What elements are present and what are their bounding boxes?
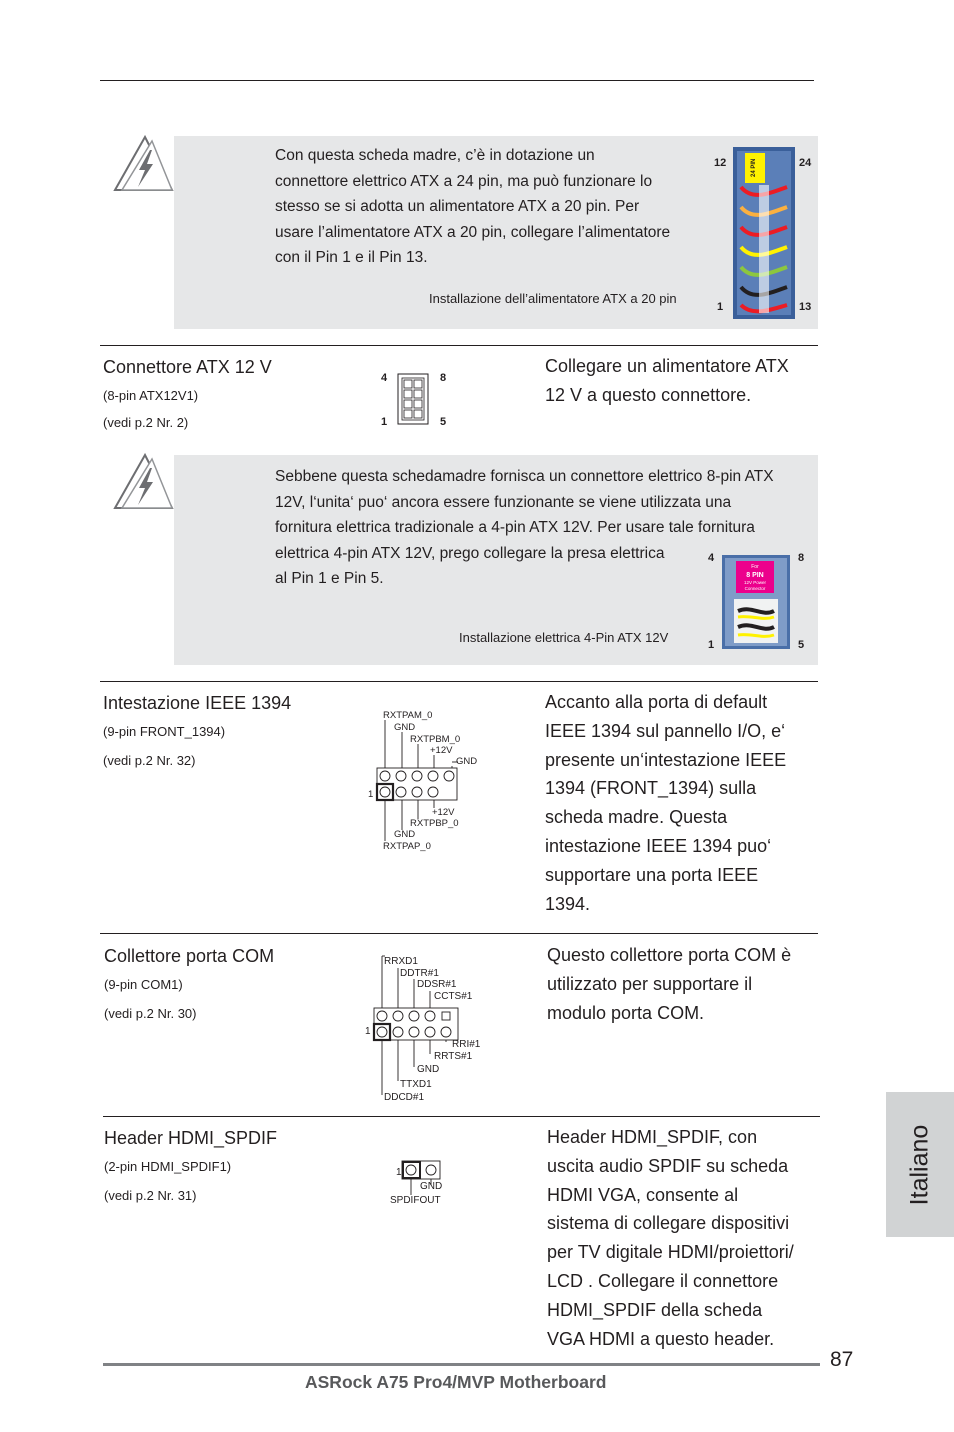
pin-label: 1 bbox=[717, 301, 724, 313]
desc-line: utilizzato per supportare il bbox=[547, 973, 753, 994]
pin-signal-label: DDCD#1 bbox=[384, 1092, 425, 1103]
pin-signal-label: GND bbox=[394, 829, 416, 840]
ieee1394-pin-diagram bbox=[366, 706, 496, 856]
page-number: 87 bbox=[830, 1348, 854, 1371]
desc-line: modulo porta COM. bbox=[547, 1002, 705, 1023]
pin-label: 24 bbox=[799, 157, 812, 169]
section-sub: (9-pin COM1) bbox=[104, 977, 183, 992]
com-pin-diagram bbox=[362, 950, 492, 1105]
atx8-connector-photo bbox=[722, 555, 790, 649]
section-sub: (vedi p.2 Nr. 30) bbox=[104, 1006, 197, 1021]
pin-one-label: 1 bbox=[368, 789, 374, 800]
desc-line: HDMI VGA, consente al bbox=[547, 1184, 739, 1205]
desc-line: presente un‘intestazione IEEE bbox=[545, 749, 787, 770]
language-label: Italiano bbox=[905, 1124, 934, 1205]
desc-line: Header HDMI_SPDIF, con bbox=[547, 1127, 758, 1147]
note-line: 12V, l‘unita‘ puo‘ ancora essere funzionante se viene utilizzata una bbox=[275, 493, 732, 511]
caption-atx8: Installazione elettrica 4-Pin ATX 12V bbox=[459, 630, 669, 645]
photo-label: 24 PIN bbox=[751, 158, 757, 177]
pin-label: 4 bbox=[708, 552, 715, 564]
pin-signal-label: GND bbox=[420, 1181, 443, 1192]
desc-line: LCD . Collegare il connettore bbox=[547, 1270, 779, 1291]
pin-label: 5 bbox=[798, 639, 805, 651]
section-title-com: Collettore porta COM bbox=[104, 946, 275, 966]
pin-signal-label: RXTPAM_0 bbox=[383, 710, 433, 721]
section-desc-hdmi-spdif bbox=[547, 1123, 794, 1353]
pin-signal-label: SPDIFOUT bbox=[390, 1195, 441, 1206]
footer-rule bbox=[103, 1363, 820, 1366]
pin-label: 8 bbox=[798, 552, 805, 564]
note-line: al Pin 1 e Pin 5. bbox=[275, 570, 384, 587]
pin-signal-label: +12V bbox=[430, 745, 453, 756]
note-line: elettrica 4-pin ATX 12V, prego collegare la presa elettrica bbox=[275, 544, 665, 562]
note-line: stesso se si adotta un alimentatore ATX a 20 pin. Per bbox=[275, 198, 640, 215]
desc-line: Accanto alla porta di default bbox=[545, 692, 768, 712]
desc-line: supportare una porta IEEE bbox=[545, 864, 759, 885]
desc-line: intestazione IEEE 1394 puo‘ bbox=[545, 835, 772, 856]
section-desc-ieee1394 bbox=[545, 688, 786, 918]
desc-line: Collegare un alimentatore ATX bbox=[545, 356, 789, 376]
pin-label: 5 bbox=[440, 416, 447, 428]
section-title-ieee1394: Intestazione IEEE 1394 bbox=[103, 693, 292, 713]
note-line: usare l’alimentatore ATX a 20 pin, collegare l’alimentatore bbox=[275, 223, 671, 241]
pin-signal-label: RRXD1 bbox=[384, 956, 418, 967]
language-side-tab bbox=[886, 1092, 954, 1237]
section-sub: (8-pin ATX12V1) bbox=[103, 388, 199, 403]
section-sub: (9-pin FRONT_1394) bbox=[103, 724, 226, 739]
desc-line: scheda madre. Questa bbox=[545, 807, 728, 828]
desc-line: 1394 (FRONT_1394) sulla bbox=[545, 778, 757, 799]
pin-signal-label: TTXD1 bbox=[400, 1079, 432, 1090]
pin-signal-label: RXTPBM_0 bbox=[410, 734, 461, 745]
note-line: Sebbene questa schedamadre fornisca un connettore elettrico 8-pin ATX bbox=[275, 468, 774, 485]
pin-signal-label: DDSR#1 bbox=[417, 979, 457, 990]
note-line: con il Pin 1 e il Pin 13. bbox=[275, 249, 428, 266]
section-rule bbox=[100, 345, 818, 346]
section-rule bbox=[103, 1116, 820, 1117]
pin-signal-label: DDTR#1 bbox=[400, 968, 439, 979]
note-text-atx24 bbox=[275, 143, 715, 271]
photo-label: For bbox=[751, 564, 759, 570]
pin-label: 12 bbox=[714, 157, 727, 169]
section-desc-atx12v bbox=[545, 352, 789, 410]
pin-one-label: 1 bbox=[396, 1167, 402, 1178]
pin-label: 8 bbox=[440, 372, 447, 384]
pin-one-label: 1 bbox=[365, 1026, 371, 1037]
pin-signal-label: RRTS#1 bbox=[434, 1051, 473, 1062]
note-line: Con questa scheda madre, c’è in dotazione un bbox=[275, 147, 595, 164]
atx12v-pin-diagram bbox=[376, 368, 456, 430]
note-line: fornitura elettrica tradizionale a 4-pin ATX 12V. Per usare tale fornitura bbox=[275, 519, 755, 536]
desc-line: 1394. bbox=[545, 893, 591, 914]
desc-line: per TV digitale HDMI/proiettori/ bbox=[547, 1242, 794, 1263]
section-sub: (2-pin HDMI_SPDIF1) bbox=[104, 1159, 232, 1174]
desc-line: sistema di collegare dispositivi bbox=[547, 1213, 790, 1234]
section-sub: (vedi p.2 Nr. 32) bbox=[103, 753, 196, 768]
warning-icon bbox=[112, 450, 174, 512]
pin-signal-label: GND bbox=[417, 1064, 440, 1075]
desc-line: 12 V a questo connettore. bbox=[545, 384, 752, 405]
section-desc-com bbox=[547, 941, 791, 1027]
hdmi-spdif-pin-diagram bbox=[388, 1155, 458, 1210]
pin-signal-label: +12V bbox=[432, 807, 455, 818]
section-rule bbox=[100, 681, 818, 682]
photo-label: 12V Power bbox=[743, 580, 767, 585]
top-rule bbox=[100, 80, 814, 81]
pin-signal-label: CCTS#1 bbox=[434, 991, 473, 1002]
desc-line: IEEE 1394 sul pannello I/O, e‘ bbox=[545, 720, 786, 741]
desc-line: VGA HDMI a questo header. bbox=[547, 1328, 775, 1349]
atx24-connector-photo bbox=[733, 147, 795, 319]
section-sub: (vedi p.2 Nr. 2) bbox=[103, 415, 189, 430]
section-sub: (vedi p.2 Nr. 31) bbox=[104, 1188, 197, 1203]
pin-signal-label: RXTPBP_0 bbox=[410, 818, 459, 829]
pin-signal-label: GND bbox=[394, 722, 416, 733]
desc-line: Questo collettore porta COM è bbox=[547, 945, 792, 965]
pin-label: 1 bbox=[708, 639, 715, 651]
note-line: connettore elettrico ATX a 24 pin, ma può funzionare lo bbox=[275, 172, 653, 190]
footer-text: ASRock A75 Pro4/MVP Motherboard bbox=[305, 1372, 607, 1392]
pin-label: 13 bbox=[799, 301, 812, 313]
caption-atx24: Installazione dell’alimentatore ATX a 20 pin bbox=[429, 291, 677, 306]
pin-signal-label: RXTPAP_0 bbox=[383, 841, 431, 852]
pin-signal-label: GND bbox=[456, 756, 478, 767]
photo-label: 8 PIN bbox=[746, 572, 764, 579]
pin-label: 4 bbox=[381, 372, 388, 384]
desc-line: uscita audio SPDIF su scheda bbox=[547, 1155, 789, 1176]
section-title-hdmi-spdif: Header HDMI_SPDIF bbox=[104, 1128, 278, 1148]
section-rule bbox=[100, 933, 818, 934]
warning-icon bbox=[112, 132, 174, 194]
desc-line: HDMI_SPDIF della scheda bbox=[547, 1299, 763, 1320]
photo-label: Connector bbox=[744, 586, 766, 591]
pin-label: 1 bbox=[381, 416, 388, 428]
section-title-atx12v: Connettore ATX 12 V bbox=[103, 357, 272, 377]
pin-signal-label: RRI#1 bbox=[452, 1039, 481, 1050]
